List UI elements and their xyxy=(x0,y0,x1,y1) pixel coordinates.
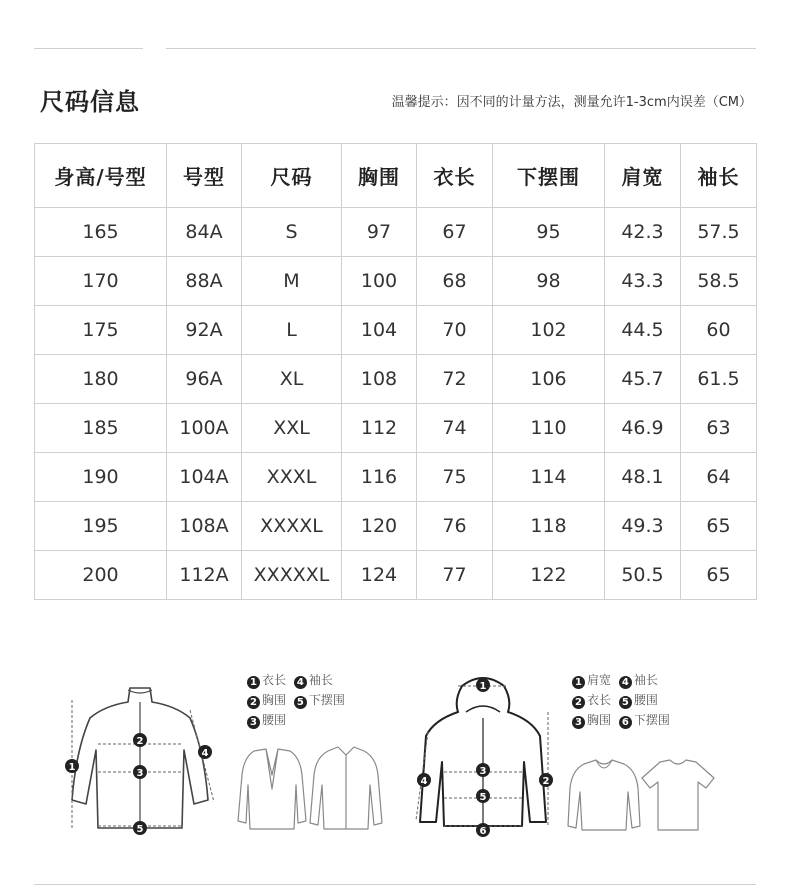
tshirt-icon xyxy=(642,760,714,830)
header-chest: 胸围 xyxy=(342,144,417,208)
cell: 112A xyxy=(167,551,242,600)
cell: 72 xyxy=(417,355,493,404)
cell: 77 xyxy=(417,551,493,600)
table-row xyxy=(35,404,757,453)
header-hem: 下摆围 xyxy=(493,144,605,208)
header-size: 尺码 xyxy=(242,144,342,208)
shirt-icon xyxy=(310,747,382,829)
sweater-icon xyxy=(568,760,640,830)
cell: 200 xyxy=(35,551,167,600)
legend-label: 袖长 xyxy=(308,673,333,687)
cell: 64 xyxy=(681,453,757,502)
cell: 92A xyxy=(167,306,242,355)
cell: 48.1 xyxy=(605,453,681,502)
cell: 114 xyxy=(493,453,605,502)
cell: 170 xyxy=(35,257,167,306)
marker-2-label: 2 xyxy=(136,736,144,747)
marker-2-label: 2 xyxy=(542,776,550,787)
cell: L xyxy=(242,306,342,355)
cell: 57.5 xyxy=(681,208,757,257)
cell: 120 xyxy=(342,502,417,551)
legend-num: 3 xyxy=(572,716,585,729)
cell: 175 xyxy=(35,306,167,355)
legend-label: 肩宽 xyxy=(587,673,612,687)
cell: 165 xyxy=(35,208,167,257)
size-table xyxy=(34,143,757,600)
table-row xyxy=(35,551,757,600)
legend-label: 下摆围 xyxy=(308,693,345,707)
cell: 60 xyxy=(681,306,757,355)
cell: 76 xyxy=(417,502,493,551)
cell: 95 xyxy=(493,208,605,257)
cell: XXXL xyxy=(242,453,342,502)
cell: 50.5 xyxy=(605,551,681,600)
legend-num: 1 xyxy=(247,676,260,689)
cell: 45.7 xyxy=(605,355,681,404)
cell: 195 xyxy=(35,502,167,551)
table-row xyxy=(35,208,757,257)
cell: 42.3 xyxy=(605,208,681,257)
page-title: 尺码信息 xyxy=(40,88,140,116)
cell: 100A xyxy=(167,404,242,453)
legend-label: 下摆围 xyxy=(633,713,670,727)
cell: M xyxy=(242,257,342,306)
table-row xyxy=(35,355,757,404)
legend-label: 胸围 xyxy=(587,713,612,727)
legend-num: 5 xyxy=(619,696,632,709)
cell: 108 xyxy=(342,355,417,404)
cell: 106 xyxy=(493,355,605,404)
legend-label: 胸围 xyxy=(262,693,287,707)
cell: 185 xyxy=(35,404,167,453)
legend-label: 衣长 xyxy=(262,673,287,687)
marker-3-label: 3 xyxy=(136,768,144,779)
cell: 97 xyxy=(342,208,417,257)
cell: 65 xyxy=(681,502,757,551)
table-row xyxy=(35,502,757,551)
legend-num: 4 xyxy=(294,676,307,689)
cell: XXXXXL xyxy=(242,551,342,600)
legend-label: 衣长 xyxy=(587,693,612,707)
table-header-row xyxy=(35,144,757,208)
bottom-rule xyxy=(34,884,756,885)
table-row xyxy=(35,257,757,306)
legend-left xyxy=(247,670,349,730)
legend-num: 6 xyxy=(619,716,632,729)
cell: 122 xyxy=(493,551,605,600)
header-shoulder: 肩宽 xyxy=(605,144,681,208)
blazer-icon xyxy=(238,749,306,829)
marker-4-label: 4 xyxy=(201,748,209,759)
legend-num: 3 xyxy=(247,716,260,729)
marker-1-label: 1 xyxy=(479,681,487,692)
legend-num: 1 xyxy=(572,676,585,689)
table-row xyxy=(35,306,757,355)
cell: 100 xyxy=(342,257,417,306)
cell: 67 xyxy=(417,208,493,257)
cell: 108A xyxy=(167,502,242,551)
jacket-measurement-diagram xyxy=(58,680,228,840)
cell: 43.3 xyxy=(605,257,681,306)
top-rule-right xyxy=(166,48,756,49)
legend-num: 2 xyxy=(572,696,585,709)
table-row xyxy=(35,453,757,502)
legend-right xyxy=(572,670,674,730)
legend-label: 腰围 xyxy=(262,713,287,727)
cell: XXL xyxy=(242,404,342,453)
cell: 70 xyxy=(417,306,493,355)
marker-1-label: 1 xyxy=(68,762,76,773)
marker-4-label: 4 xyxy=(420,776,428,787)
cell: 68 xyxy=(417,257,493,306)
header-model: 号型 xyxy=(167,144,242,208)
cell: 180 xyxy=(35,355,167,404)
cell: 88A xyxy=(167,257,242,306)
marker-5-label: 5 xyxy=(136,824,144,835)
cell: 44.5 xyxy=(605,306,681,355)
header-length: 衣长 xyxy=(417,144,493,208)
marker-6-label: 6 xyxy=(479,826,487,837)
cell: XXXXL xyxy=(242,502,342,551)
top-rule-left xyxy=(34,48,143,49)
legend-num: 5 xyxy=(294,696,307,709)
legend-num: 2 xyxy=(247,696,260,709)
cell: 112 xyxy=(342,404,417,453)
cell: 102 xyxy=(493,306,605,355)
header-sleeve: 袖长 xyxy=(681,144,757,208)
header-height: 身高/号型 xyxy=(35,144,167,208)
cell: 84A xyxy=(167,208,242,257)
cell: 63 xyxy=(681,404,757,453)
cell: 58.5 xyxy=(681,257,757,306)
cell: 46.9 xyxy=(605,404,681,453)
cell: S xyxy=(242,208,342,257)
left-thumbnails xyxy=(236,745,386,835)
cell: 124 xyxy=(342,551,417,600)
cell: 74 xyxy=(417,404,493,453)
measurement-notice: 温馨提示：因不同的计量方法，测量允许1-3cm内误差（CM） xyxy=(391,95,752,110)
cell: 65 xyxy=(681,551,757,600)
cell: 104 xyxy=(342,306,417,355)
legend-num: 4 xyxy=(619,676,632,689)
cell: 75 xyxy=(417,453,493,502)
cell: 96A xyxy=(167,355,242,404)
cell: 98 xyxy=(493,257,605,306)
legend-label: 腰围 xyxy=(633,693,658,707)
marker-5-label: 5 xyxy=(479,792,487,803)
cell: 116 xyxy=(342,453,417,502)
cell: 190 xyxy=(35,453,167,502)
cell: 110 xyxy=(493,404,605,453)
cell: 49.3 xyxy=(605,502,681,551)
cell: 61.5 xyxy=(681,355,757,404)
cell: XL xyxy=(242,355,342,404)
marker-3-label: 3 xyxy=(479,766,487,777)
legend-label: 袖长 xyxy=(633,673,658,687)
cell: 118 xyxy=(493,502,605,551)
right-thumbnails xyxy=(566,758,716,834)
hoodie-measurement-diagram xyxy=(408,672,558,842)
cell: 104A xyxy=(167,453,242,502)
